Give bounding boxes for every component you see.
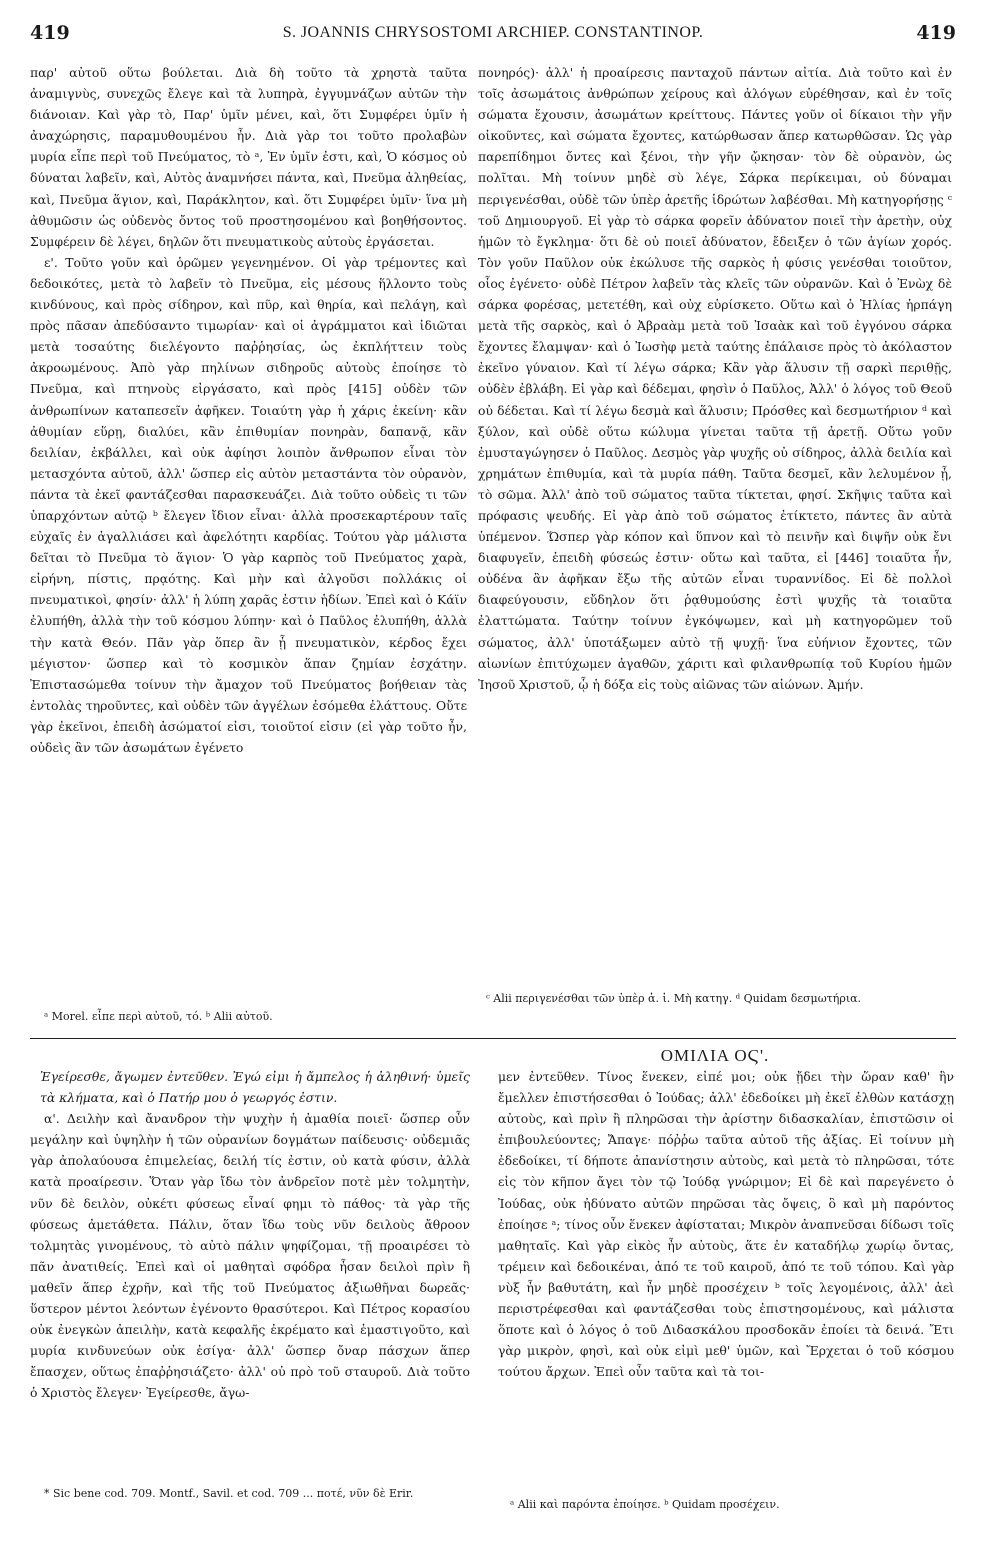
page-number-right: 419 xyxy=(916,22,956,44)
paragraph: πονηρός)· ἀλλ' ἡ προαίρεσις πανταχοῦ πάντων αἰτία. Διὰ τοῦτο καὶ ἐν τοῖς ἀσωμάτοις ἀνθρώπων χείρους καὶ ἀλόγων εὑρέθησαν, καὶ ἐν τοῖς σώματα ἔχουσιν, ἀσωμάτων κρείττους. Πάντες γοῦν οἱ δίκαιοι τὴν γῆν οἰκοῦντες, καὶ σώματα ἔχοντες, κατώρθωσαν ἅπερ κατωρθῶσαν. Ὡς γὰρ παρεπίδημοι ὄντες καὶ ξένοι, τὴν γῆν ᾤκησαν· τὸν δὲ οὐρανὸν, ὡς πολῖται. Μὴ τοίνυν μηδὲ σὺ λέγε, Σάρκα περίκειμαι, οὐ δύναμαι περιγενέσθαι, οὐδὲ τῶν ὑπὲρ ἀρετῆς ἱδρώτων λαβέσθαι. Μὴ κατηγορήσῃς ᶜ τοῦ Δημιουργοῦ. Εἰ γὰρ τὸ σάρκα φορεῖν ἀδύνατον ποιεῖ τὴν ἀρετὴν, οὐχ ἡμῶν τὸ ἔγκλημα· ὅτι δὲ οὐ ποιεῖ ἀδύνατον, ἔδειξεν ὁ τῶν ἁγίων χορός. Τὸν γοῦν Παῦλον οὐκ ἐκώλυσε τῆς σαρκὸς ἡ φύσις γενέσθαι τοιοῦτον, οἷος ἐγένετο· οὐδὲ Πέτρον λαβεῖν τὰς κλεῖς τῶν οὐρανῶν. Καὶ ὁ Ἐνὼχ δὲ σάρκα φορέσας, μετετέθη, καὶ οὐχ εὑρίσκετο. Οὕτω καὶ ὁ Ἠλίας ἡρπάγη μετὰ τῆς σαρκὸς, καὶ ὁ Ἀβραὰμ μετὰ τοῦ Ἰσαὰκ καὶ τοῦ ἐγγόνου σάρκα ἔχοντες ἔλαμψαν· καὶ ὁ Ἰωσὴφ μετὰ ταύτης ἐπάλαισε πρὸς τὸ ἀκόλαστον ἐκεῖνο γύναιον. Καὶ τί λέγω σάρκα; Κἂν γὰρ ἅλυσιν τῇ σαρκὶ περιθῇς, οὐδὲν ἐβλάβη. Εἰ γὰρ καὶ δέδεμαι, φησὶν ὁ Παῦλος, Ἀλλ' ὁ λόγος τοῦ Θεοῦ οὐ δέδεται. Καὶ τί λέγω δεσμὰ καὶ ἅλυσιν; Πρόσθες καὶ δεσμωτήριον ᵈ καὶ ξύλον, καὶ οὐδὲ οὕτω κώλυμα γίνεται ταῦτα τῇ ἀρετῇ. Οὕτω γοῦν ἐμυσταγώγησεν ὁ Παῦλος. Δεσμὸς γὰρ ψυχῆς οὐ σίδηρος, ἀλλὰ δειλία καὶ χρημάτων ἐπιθυμία, καὶ τὰ μυρία πάθη. Ταῦτα δεσμεῖ, κἂν λελυμένον ᾖ, τὸ σῶμα. Ἀλλ' ἀπὸ τοῦ σώματος ταῦτα τίκτεται, φησί. Σκῆψις ταῦτα καὶ πρόφασις ψευδής. Εἰ γὰρ ἀπὸ τοῦ σώματος ἐτίκτετο, πάντες ἂν αὐτὰ ὑπέμενον. Ὥσπερ γὰρ κόπον καὶ ὕπνον καὶ τὸ πεινῆν καὶ διψῆν οὐκ ἔνι διαφυγεῖν, ἐπειδὴ φύσεώς ἐστιν· οὕτω καὶ ταῦτα, εἰ [446] τοιαῦτα ἦν, οὐδένα ἂν ἀφῆκαν ἔξω τῆς αὐτῶν εἶναι τυραννίδος. Εἰ δὲ πολλοὶ διαφεύγουσιν, εὔδηλον ὅτι ῥᾳθυμούσης ἐστὶ ψυχῆς τὰ τοιαῦτα ἐλαττώματα. Ταύτην τοίνυν ἐγκόψωμεν, καὶ μὴ κατηγορῶμεν τοῦ σώματος, ἀλλ' ὑποτάξωμεν αὐτὸ τῇ ψυχῇ· ἵνα εὐήνιον ἔχοντες, τῶν αἰωνίων ἐπιτύχωμεν ἀγαθῶν, χάριτι καὶ φιλανθρωπίᾳ τοῦ Κυρίου ἡμῶν Ἰησοῦ Χριστοῦ, ᾧ ἡ δόξα εἰς τοὺς αἰῶνας τῶν αἰώνων. Ἀμήν. xyxy=(478,65,952,692)
paragraph: παρ' αὐτοῦ οὕτω βούλεται. Διὰ δὴ τοῦτο τὰ χρηστὰ ταῦτα ἀναμιγνὺς, συνεχῶς ἔλεγε καὶ τὰ λυπηρὰ, ἐγγυμνάζων αὐτῶν τὴν διάνοιαν. Καὶ γὰρ τὸ, Παρ' ὑμῖν μένει, καὶ, ὅτι Συμφέρει ὑμῖν ἡ ἀναχώρησις, παραμυθουμένου ἦν. Διὰ γὰρ τοι τοῦτο προλαβὼν μυρία εἶπε περὶ τοῦ Πνεύματος, τὸ ᵃ, Ἐν ὑμῖν ἐστι, καὶ, Ὁ κόσμος οὐ δύναται λαβεῖν, καὶ, Αὐτὸς ἀναμνήσει πάντα, καὶ, Πνεῦμα ἀληθείας, καὶ, Πνεῦμα ἅγιον, καὶ, Παράκλητον, καὶ. ὅτι Συμφέρει ὑμῖν· ἵνα μὴ ἀθυμῶσιν ὡς οὐδενὸς ὄντος τοῦ προστησομένου καὶ βοηθήσοντος. Συμφέρειν δὲ λέγει, δηλῶν ὅτι πνευματικοὺς αὐτοὺς ἐργάσεται. xyxy=(30,65,467,249)
text-column-bottom-right xyxy=(498,1066,954,1382)
homily-title: ΟΜΙΛΙΑ ΟϚ'. xyxy=(660,1046,770,1065)
epigraph: Ἐγείρεσθε, ἄγωμεν ἐντεῦθεν. Ἐγώ εἰμι ἡ ἄμπελος ἡ ἀληθινή· ὑμεῖς τὰ κλήματα, καὶ ὁ Πατήρ μου ὁ γεωργός ἐστιν. xyxy=(40,1069,470,1106)
text-column-top-left xyxy=(30,62,467,758)
text-column-top-right xyxy=(478,62,952,695)
page-number-left: 419 xyxy=(30,22,70,44)
running-header xyxy=(30,22,956,48)
footnote-top-left: ᵃ Morel. εἶπε περὶ αὐτοῦ, τό. ᵇ Alii αὐτοῦ. xyxy=(44,1010,273,1023)
running-title: S. JOANNIS CHRYSOSTOMI ARCHIEP. CONSTANTINOP. xyxy=(282,24,704,41)
section-divider xyxy=(30,1038,956,1039)
text-column-bottom-left xyxy=(30,1066,470,1404)
paragraph: ε'. Τοῦτο γοῦν καὶ ὁρῶμεν γεγενημένον. Οἱ γὰρ τρέμοντες καὶ δεδοικότες, μετὰ τὸ λαβεῖν τὸ Πνεῦμα, εἰς μέσους ἥλλοντο τοὺς κινδύνους, καὶ πρὸς σίδηρον, καὶ πῦρ, καὶ θηρία, καὶ πελάγη, καὶ πρὸς πᾶσαν ἀπεδύσαντο τιμωρίαν· καὶ οἱ ἀγράμματοι καὶ ἰδιῶται μετὰ τοσαύτης διελέγοντο παῤῥησίας, ὡς ἐκπλήττειν τοὺς ἀκροωμένους. Ἀπὸ γὰρ πηλίνων σιδηροῦς αὐτοὺς ἐποίησε τὸ Πνεῦμα, καὶ πτηνοὺς εἰργάσατο, καὶ πρὸς [415] οὐδὲν τῶν ἀνθρωπίνων καταπεσεῖν ἀφῆκεν. Τοιαύτη γὰρ ἡ χάρις ἐκείνη· κἂν ἀθυμίαν εὕρῃ, διαλύει, κἂν ἐπιθυμίαν πονηρὰν, δαπανᾷ, κἂν δειλίαν, ἐκβάλλει, καὶ οὐκ ἀφίησι λοιπὸν ἄνθρωπον εἶναι τὸν μετασχόντα αὐτοῦ, ἀλλ' ὥσπερ εἰς αὐτὸν μεταστάντα τὸν οὐρανὸν, πάντα τὰ ἐκεῖ φαντάζεσθαι παρασκευάζει. Διὰ τοῦτο οὐδεὶς τι τῶν ὑπαρχόντων αὐτῷ ᵇ ἔλεγεν ἴδιον εἶναι· ἀλλὰ προσεκαρτέρουν ταῖς εὐχαῖς ἐν ἀγαλλιάσει καὶ ἀφελότητι καρδίας. Τούτου γὰρ μάλιστα δεῖται τὸ Πνεῦμα τὸ ἅγιον· Ὁ γὰρ καρπὸς τοῦ Πνεύματος χαρὰ, εἰρήνη, πίστις, πρᾳότης. Καὶ μὴν καὶ ἀλγοῦσι πολλάκις οἱ πνευματικοὶ, φησίν· ἀλλ' ἡ λύπη χαρᾶς ἐστιν ἡδίων. Ἐπεὶ καὶ ὁ Κάϊν ἐλυπήθη, ἀλλὰ τὴν τοῦ κόσμου λύπην· καὶ ὁ Παῦλος ἐλυπήθη, ἀλλὰ τὴν κατὰ Θεόν. Πᾶν γὰρ ὅπερ ἂν ᾖ πνευματικὸν, κέρδος ἔχει μέγιστον· ὥσπερ καὶ τὸ κοσμικὸν ἅπαν ζημίαν ἐσχάτην. Ἐπιστασώμεθα τοίνυν τὴν ἄμαχον τοῦ Πνεύματος βοήθειαν τὰς ἐντολὰς τηροῦντες, καὶ οὐδὲν τῶν ἀγγέλων ἐσόμεθα ἐλάττους. Οὔτε γὰρ ἐκεῖνοι, ἐπειδὴ ἀσώματοί εἰσι, τοιοῦτοί εἰσιν (εἰ γὰρ τοῦτο ἦν, οὐδεὶς ἂν τῶν ἀσωμάτων ἐγένετο xyxy=(30,254,467,755)
paragraph: μεν ἐντεῦθεν. Τίνος ἕνεκεν, εἰπέ μοι; οὐκ ᾔδει τὴν ὥραν καθ' ἣν ἔμελλεν ἐπιστήσεσθαι ὁ Ἰούδας; ἀλλ' ἐδεδοίκει μὴ ἐκεῖ ἐλθὼν κατάσχῃ αὐτοὺς, καὶ πρὶν ἢ πληρῶσαι τὴν ἀρίστην διδασκαλίαν, ἐπιστῶσιν οἱ ἐπιβουλεύοντες; Ἄπαγε· πόῤῥω ταῦτα αὐτοῦ τῆς ἀξίας. Εἰ τοίνυν μὴ ἐδεδοίκει, τί δήποτε ἀπανίστησιν αὐτοὺς, καὶ μετὰ τὸ πληρῶσαι, τότε εἰς τὸν κῆπον ἄγει τὸν τῷ Ἰούδᾳ γνώριμον; Εἰ δὲ καὶ παρεγένετο ὁ Ἰούδας, οὐκ ἠδύνατο αὐτῶν πηρῶσαι τὰς ὄψεις, ὃ καὶ μὴ παρόντος ἐποίησε ᵃ; τίνος οὖν ἕνεκεν ἀφίσταται; Μικρὸν ἀναπνεῦσαι δίδωσι τοῖς μαθηταῖς. Καὶ γὰρ εἰκὸς ἦν αὐτοὺς, ἅτε ἐν καταδήλῳ χωρίῳ ὄντας, τρέμειν καὶ δεδοικέναι, ἀπό τε τοῦ καιροῦ, ἀπό τε τοῦ τόπου. Καὶ γὰρ νὺξ ἦν βαθυτάτη, καὶ ἦν μηδὲ προσέχειν ᵇ τοῖς λεγομένοις, ἀλλ' ἀεὶ περιστρέφεσθαι καὶ φαντάζεσθαι τοὺς ἐπιστησομένους, καὶ μάλιστα ὅποτε καὶ ὁ λόγος ὁ τοῦ Διδασκάλου προσδοκᾶν ἐποίει τὰ δεινά. Ἔτι γὰρ μικρὸν, φησὶ, καὶ οὐκ εἰμὶ μεθ' ὑμῶν, καὶ Ἔρχεται ὁ τοῦ κόσμου τούτου ἄρχων. Ἐπεὶ οὖν ταῦτα καὶ τὰ τοι- xyxy=(498,1069,954,1380)
footnote-top-right: ᶜ Alii περιγενέσθαι τῶν ὑπὲρ ἀ. ἱ. Μὴ κατηγ. ᵈ Quidam δεσμωτήρια. xyxy=(486,992,862,1005)
footnote-bottom-left: * Sic bene cod. 709. Montf., Savil. et cod. 709 ... ποτέ, νῦν δὲ Erir. xyxy=(44,1487,414,1500)
footnote-bottom-right: ᵃ Alii καὶ παρόντα ἐποίησε. ᵇ Quidam προσέχειν. xyxy=(510,1498,780,1511)
paragraph: α'. Δειλὴν καὶ ἄνανδρον τὴν ψυχὴν ἡ ἀμαθία ποιεῖ· ὥσπερ οὖν μεγάλην καὶ ὑψηλὴν ἡ τῶν οὐρανίων δογμάτων παίδευσις· οὐδεμιᾶς γὰρ ἀπολαύουσα ἐπιμελείας, δειλή τίς ἐστιν, οὐ κατὰ φύσιν, ἀλλὰ κατὰ προαίρεσιν. Ὅταν γὰρ ἴδω τὸν ἀνδρεῖον ποτὲ μὲν τολμητὴν, νῦν δὲ δειλὸν, οὐκέτι φύσεως εἶναί φημι τὸ πάθος· τὰ γὰρ τῆς φύσεως ἀμετάθετα. Πάλιν, ὅταν ἴδω τοὺς νῦν δειλοὺς ἄθροον τολμητὰς γινομένους, τὸ αὐτὸ πάλιν ψηφίζομαι, τῇ προαιρέσει τὸ πᾶν ἀνατιθείς. Ἐπεὶ καὶ οἱ μαθηταὶ σφόδρα ἦσαν δειλοὶ πρὶν ἢ μαθεῖν ἅπερ ἐχρῆν, καὶ τῆς τοῦ Πνεύματος ἀξιωθῆναι δωρεᾶς· ὕστερον μέντοι λεόντων ἐγένοντο θρασύτεροι. Καὶ Πέτρος κορασίου οὐκ ἐνεγκὼν ἀπειλὴν, κατὰ κεφαλῆς ἐκρέματο καὶ ἐμαστιγοῦτο, καὶ μυρία κινδυνεύων οὐκ ἐσίγα· ἀλλ' ὥσπερ ὄναρ πάσχων ἅπερ ἔπασχεν, οὕτως ἐπαῤῥησιάζετο· ἀλλ' οὐ πρὸ τοῦ σταυροῦ. Διὰ τοῦτο ὁ Χριστὸς ἔλεγεν· Ἐγείρεσθε, ἄγω- xyxy=(30,1111,470,1401)
